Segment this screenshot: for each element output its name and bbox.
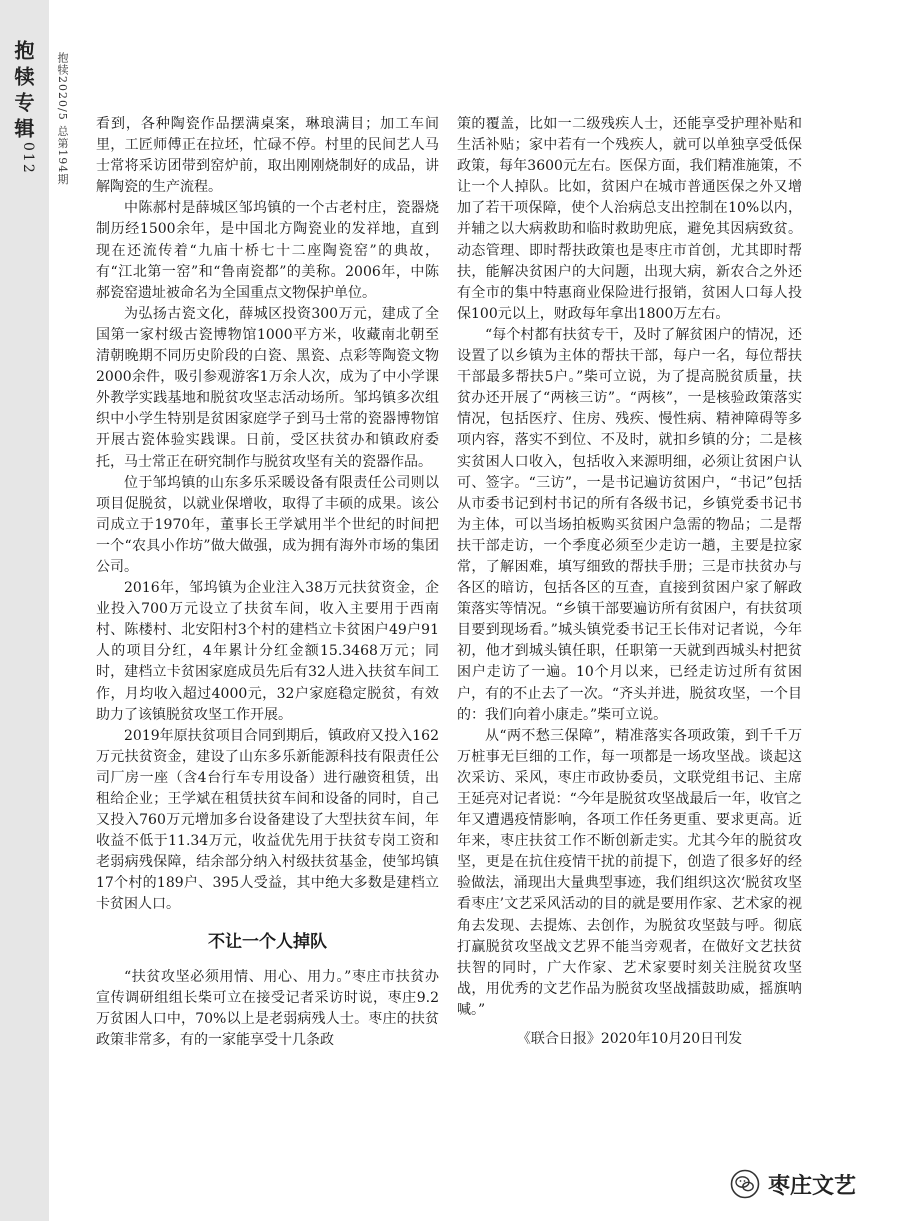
paragraph: 2019年原扶贫项目合同到期后，镇政府又投入162万元扶贫资金，建设了山东多乐新能源科技有限责任公司厂房一座（含4台行车专用设备）进行融资租赁，出租给企业；王学斌在租赁扶贫车间和设备的同时，自己又投入760万元增加多台设备建设了大型扶贫车间，年收益不低于11.34万元，收益优先用于扶贫专岗工资和老弱病残保障，结余部分纳入村级扶贫基金，使邹坞镇17个村的189户、395人受益，其中绝大多数是建档立卡贫困人口。 bbox=[96, 727, 439, 913]
paragraph: 2016年，邹坞镇为企业注入38万元扶贫资金，企业投入700万元设立了扶贫车间，收入主要用于西南村、陈楼村、北安阳村3个村的建档立卡贫困户49户91人的项目分红，4年累计分红金额15.3468万元；同时，建档立卡贫困家庭成员先后有32人进入扶贫车间工作，月均收入超过4000元，32户家庭稳定脱贫，有效助力了该镇脱贫攻坚工作开展。 bbox=[96, 580, 439, 723]
margin-band bbox=[0, 0, 49, 1221]
paragraph: 策的覆盖，比如一二级残疾人士，还能享受护理补贴和生活补贴；家中若有一个残疾人，就可以单独享受低保政策，每年3600元左右。医保方面，我们精准施策，不让一个人掉队。比如，贫困户在城市普通医保之外又增加了若干项保障，使个人治病总支出控制在10%以内，并辅之以大病救助和临时救助兜底，避免其因病致贫。动态管理、即时帮扶政策也是枣庄市首创，尤其即时帮扶，能解决贫困户的大问题，出现大病，新农合之外还有全市的集中特惠商业保险进行报销，贫困人口每人投保100元以上，财政每年拿出1800万左右。 bbox=[457, 116, 802, 322]
section-heading: 不让一个人掉队 bbox=[208, 931, 327, 952]
issue-info: 抱犊2020/5 总第194期 bbox=[56, 52, 69, 186]
paragraph: 中陈郝村是薛城区邹坞镇的一个古老村庄，瓷器烧制历经1500余年，是中国北方陶瓷业的发祥地，直到现在还流传着“九庙十桥七十二座陶瓷窑”的典故，有“江北第一窑”和“鲁南瓷都”的美称。2006年，中陈郝瓷窑遗址被命名为全国重点文物保护单位。 bbox=[96, 200, 439, 301]
paragraph: 位于邹坞镇的山东多乐采暖设备有限责任公司则以项目促脱贫，以就业保增收，取得了丰硕的成果。该公司成立于1970年，董事长王学斌用半个世纪的时间把一个“农具小作坊”做大做强，成为拥有海外市场的集团公司。 bbox=[96, 474, 439, 575]
wechat-logo-icon bbox=[730, 1169, 760, 1199]
watermark bbox=[730, 1167, 856, 1201]
watermark-text: 枣庄文艺 bbox=[768, 1173, 857, 1199]
paragraph: 为弘扬古瓷文化，薛城区投资300万元，建成了全国第一家村级古瓷博物馆1000平方米，收藏南北朝至清朝晚期不同历史阶段的白瓷、黑瓷、点彩等陶瓷文物2000余件，吸引参观游客1万余人次，成为了中小学课外教学实践基地和脱贫攻坚志活动场所。邹坞镇多次组织中小学生特别是贫困家庭学子到马士常的瓷器博物馆开展古瓷体验实践课。日前，受区扶贫办和镇政府委托，马士常正在研究制作与脱贫攻坚有关的瓷器作品。 bbox=[96, 305, 439, 470]
right-column bbox=[457, 114, 802, 1050]
page-number: 012 bbox=[20, 142, 36, 175]
magazine-name: 抱犊专辑 bbox=[11, 40, 35, 144]
paragraph: “扶贫攻坚必须用情、用心、用力。”枣庄市扶贫办宣传调研组组长柴可立在接受记者采访时说，枣庄9.2万贫困人口中，70%以上是老弱病残人士。枣庄的扶贫政策非常多，有的一家能享受十几条政 bbox=[96, 968, 439, 1048]
paragraph: “每个村都有扶贫专干，及时了解贫困户的情况，还设置了以乡镇为主体的帮扶干部，每户一名，每位帮扶干部最多帮扶5户。”柴可立说，为了提高脱贫质量，扶贫办还开展了“两核三访”。“两核”，一是核验政策落实情况，包括医疗、住房、残疾、慢性病、精神障碍等多项内容，落实不到位、不及时，就扣乡镇的分；二是核实贫困人口收入，包括收入来源明细，必须让贫困户认可、签字。“三访”，一是书记遍访贫困户，“书记”包括从市委书记到村书记的所有各级书记，乡镇党委书记书为主体，可以当场拍板购买贫困户急需的物品；二是帮扶干部走访，一个季度必须至少走访一趟，主要是拉家常，了解困难，填写细致的帮扶手册；三是市扶贫办与各区的暗访，包括各区的互查，直接到贫困户家了解政策落实等情况。“乡镇干部要遍访所有贫困户，有扶贫项目要到现场看。”城头镇党委书记王长伟对记者说，今年初，他才到城头镇任职，任职第一天就到西城头村把贫困户走访了一遍。10个月以来，已经走访过所有贫困户，有的不止去了一次。“齐头并进，脱贫攻坚，一个目的：我们向着小康走。”柴可立说。 bbox=[457, 326, 802, 723]
paragraph: 看到，各种陶瓷作品摆满桌案，琳琅满目；加工车间里，工匠师傅正在拉坯，忙碌不停。村里的民间艺人马士常将采访团带到窑炉前，取出刚刚烧制好的成品，讲解陶瓷的生产流程。 bbox=[96, 116, 439, 196]
paragraph: 从“两不愁三保障”，精准落实各项政策，到千千万万桩事无巨细的工作，每一项都是一场攻坚战。谈起这次采访、采风，枣庄市政协委员，文联党组书记、主席王延亮对记者说：“今年是脱贫攻坚战最后一年，收官之年又遭遇疫情影响，各项工作任务更重、要求更高。近年来，枣庄扶贫工作不断创新走实。尤其今年的脱贫攻坚，更是在抗住疫情干扰的前提下，创造了很多好的经验做法，涌现出大量典型事迹，我们组织这次‘脱贫攻坚看枣庄’文艺采风活动的目的就是要用作家、艺术家的视角去发现、去提炼、去创作，为脱贫攻坚鼓与呼。彻底打赢脱贫攻坚战文艺界不能当旁观者，在做好文艺扶贫扶智的同时，广大作家、艺术家要时刻关注脱贫攻坚战，用优秀的文艺作品为脱贫攻坚战擂鼓助威，摇旗呐喊。” bbox=[457, 727, 802, 1018]
left-column bbox=[96, 114, 439, 1051]
source-citation: 《联合日报》2020年10月20日刊发 bbox=[516, 1031, 743, 1048]
